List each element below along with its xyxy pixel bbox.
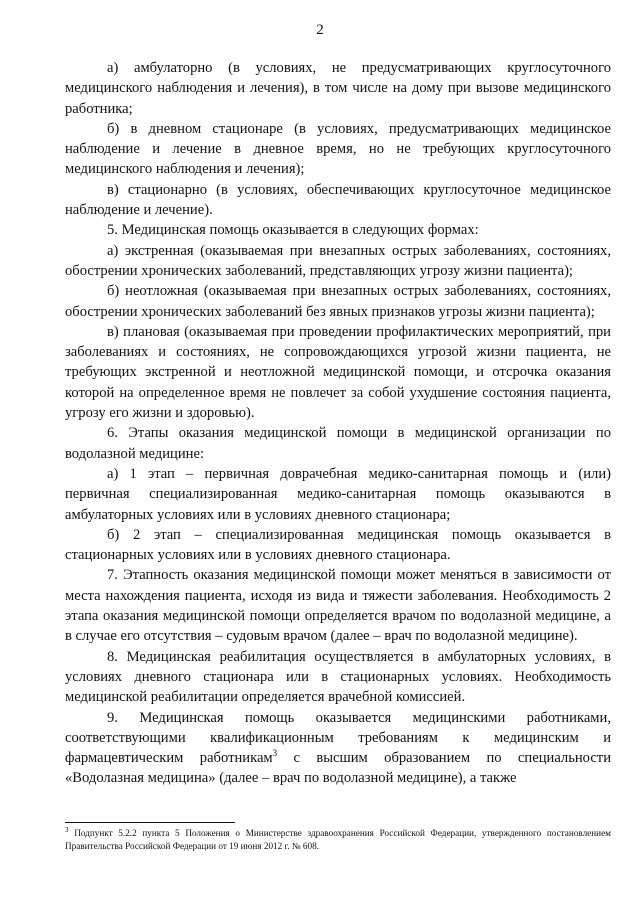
footnote-reference: 3 <box>272 748 278 759</box>
paragraph-9-text-end: с высшим образованием по специальности «Водолазная медицина» (далее – врач по водолазной медицине), а также <box>65 750 611 787</box>
paragraph-5a: а) экстренная (оказываемая при внезапных острых заболеваниях, состояниях, обострении хронических заболеваний, представляющих угрозу жизни пациента); <box>65 242 611 279</box>
paragraph-9-text-start: 9. Медицинская помощь оказывается медицинскими работниками, соответствующими квалификационным требованиям к медицинским и фармацевтическим работникам <box>65 709 611 767</box>
paragraph-7: 7. Этапность оказания медицинской помощи может меняться в зависимости от места нахождения пациента, исходя из вида и тяжести заболевания. Необходимость 2 этапа оказания медицинской помощи определяется врачом по водолазной медицине, а в случае его отсутствия – судовым врачом (далее – врач по водолазной медицине). <box>65 567 611 645</box>
footnote-mark: 3 <box>65 825 69 834</box>
paragraph-9 <box>65 708 611 789</box>
paragraph-6b: б) 2 этап – специализированная медицинская помощь оказывается в стационарных условиях или в условиях дневного стационара. <box>65 526 611 564</box>
paragraph-6: 6. Этапы оказания медицинской помощи в медицинской организации по водолазной медицине: <box>65 425 611 462</box>
paragraph-8: 8. Медицинская реабилитация осуществляется в амбулаторных условиях, в условиях дневного стационара или в стационарных условиях. Необходимость медицинской реабилитации определяется врачебной комиссией. <box>65 648 611 706</box>
paragraph-5: 5. Медицинская помощь оказывается в следующих формах: <box>107 222 479 239</box>
document-body <box>65 58 611 789</box>
footnote-separator <box>65 822 235 823</box>
page-number: 2 <box>316 22 324 38</box>
paragraph-4b: б) в дневном стационаре (в условиях, предусматривающих медицинское наблюдение и лечение в дневное время, но не требующих круглосуточного медицинского наблюдения и лечения); <box>65 120 611 178</box>
paragraph-5c: в) плановая (оказываемая при проведении профилактических мероприятий, при заболеваниях и состояниях, не сопровождающихся угрозой жизни пациента, не требующих экстренной и неотложной медицинской помощи, и отсрочка оказания которой на определенное время не повлечет за собой ухудшение состояния пациента, угрозу его жизни и здоровью). <box>65 323 611 422</box>
footnote-text: Подпункт 5.2.2 пункта 5 Положения о Министерстве здравоохранения Российской Федерации, утвержденного постановлением Правительства Российской Федерации от 19 июня 2012 г. № 608. <box>65 828 611 851</box>
paragraph-5b: б) неотложная (оказываемая при внезапных острых заболеваниях, состояниях, обострении хронических заболеваний без явных признаков угрозы жизни пациента); <box>65 283 611 320</box>
paragraph-4c: в) стационарно (в условиях, обеспечивающих круглосуточное медицинское наблюдение и лечение). <box>65 181 611 219</box>
paragraph-6a: а) 1 этап – первичная доврачебная медико-санитарная помощь и (или) первичная специализированная медико-санитарная помощь оказываются в амбулаторных условиях или в условиях дневного стационара; <box>65 465 611 523</box>
paragraph-4a: а) амбулаторно (в условиях, не предусматривающих круглосуточного медицинского наблюдения и лечения), в том числе на дому при вызове медицинского работника; <box>65 60 611 117</box>
footnote <box>65 827 611 853</box>
